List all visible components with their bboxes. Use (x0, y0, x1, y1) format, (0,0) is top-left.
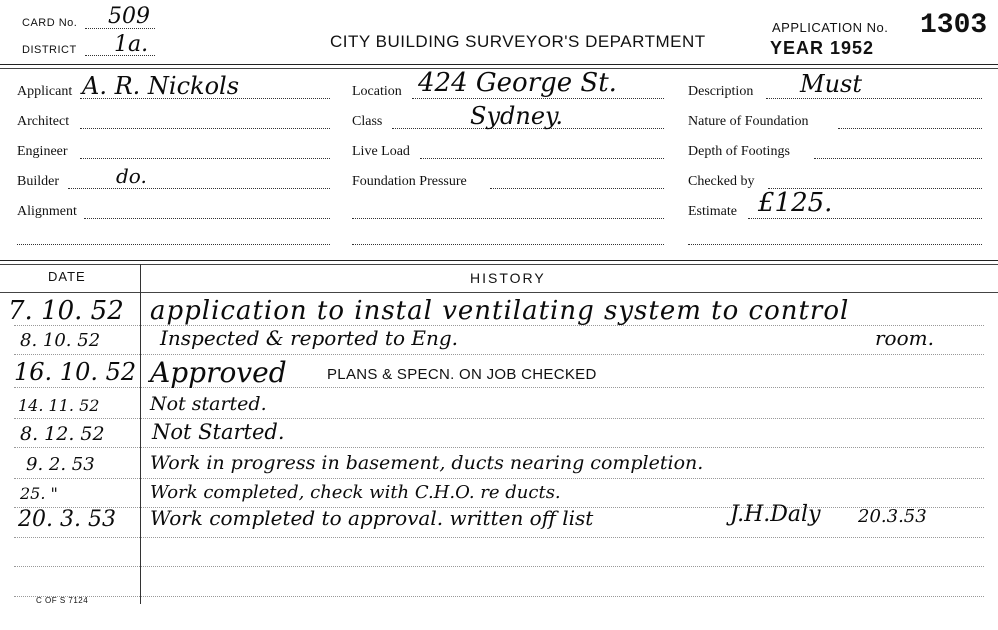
history-row-text: Inspected & reported to Eng. (160, 326, 458, 350)
foundation-pressure-label: Foundation Pressure (352, 174, 467, 189)
nature-label: Nature of Foundation (688, 114, 809, 129)
builder-label: Builder (17, 174, 59, 189)
history-row-date: 16. 10. 52 (14, 358, 137, 386)
estimate-value: £125. (758, 188, 833, 218)
applicant-value: A. R. Nickols (82, 72, 240, 100)
location-value: 424 George St. (418, 68, 617, 98)
history-row-text: Work in progress in basement, ducts nearing completion. (150, 452, 704, 474)
history-column-header: HISTORY (470, 270, 546, 286)
history-row-extra: room. (875, 326, 934, 350)
applicant-label: Applicant (17, 84, 73, 99)
signature-date: 20.3.53 (858, 506, 927, 527)
district-value: 1a. (114, 32, 149, 57)
estimate-label: Estimate (688, 204, 737, 219)
class-value: Sydney. (470, 102, 564, 130)
history-row-text: Work completed to approval. written off list (150, 506, 594, 530)
class-label: Class (352, 114, 383, 129)
description-value: Must (800, 70, 862, 98)
history-row-text: application to instal ventilating system to control (150, 296, 850, 326)
depth-label: Depth of Footings (688, 144, 790, 159)
history-row-date: 8. 12. 52 (20, 423, 105, 445)
history-row-date: 20. 3. 53 (18, 507, 116, 532)
live-load-label: Live Load (352, 144, 410, 159)
form-code: C OF S 7124 (36, 596, 89, 605)
alignment-label: Alignment (17, 204, 77, 219)
district-label: DISTRICT (22, 44, 77, 56)
architect-label: Architect (17, 114, 70, 129)
history-row-date: 9. 2. 53 (26, 454, 95, 475)
history-row-text: Work completed, check with C.H.O. re ducts. (150, 482, 561, 503)
history-row-text: Not started. (150, 393, 267, 415)
history-row-date: 7. 10. 52 (8, 296, 124, 326)
date-column-header: DATE (48, 269, 86, 284)
history-row-text: Approved (150, 356, 287, 389)
description-label: Description (688, 84, 754, 99)
checked-label: Checked by (688, 174, 755, 189)
department-title: CITY BUILDING SURVEYOR'S DEPARTMENT (330, 32, 706, 51)
application-number: 1303 (920, 10, 988, 41)
history-row-date: 14. 11. 52 (18, 396, 100, 415)
card-no-value: 509 (108, 4, 150, 29)
official-signature: J.H.Daly (730, 502, 821, 527)
application-label: APPLICATION No. (772, 20, 889, 35)
history-row-date: 25. " (20, 484, 58, 503)
card-no-label: CARD No. (22, 17, 78, 29)
builder-value: do. (116, 164, 147, 188)
location-label: Location (352, 84, 402, 99)
approval-stamp: PLANS & SPECN. ON JOB CHECKED (327, 366, 597, 383)
history-row-text: Not Started. (152, 420, 285, 444)
history-row-date: 8. 10. 52 (20, 330, 101, 351)
year-label: YEAR 1952 (770, 38, 875, 58)
engineer-label: Engineer (17, 144, 68, 159)
